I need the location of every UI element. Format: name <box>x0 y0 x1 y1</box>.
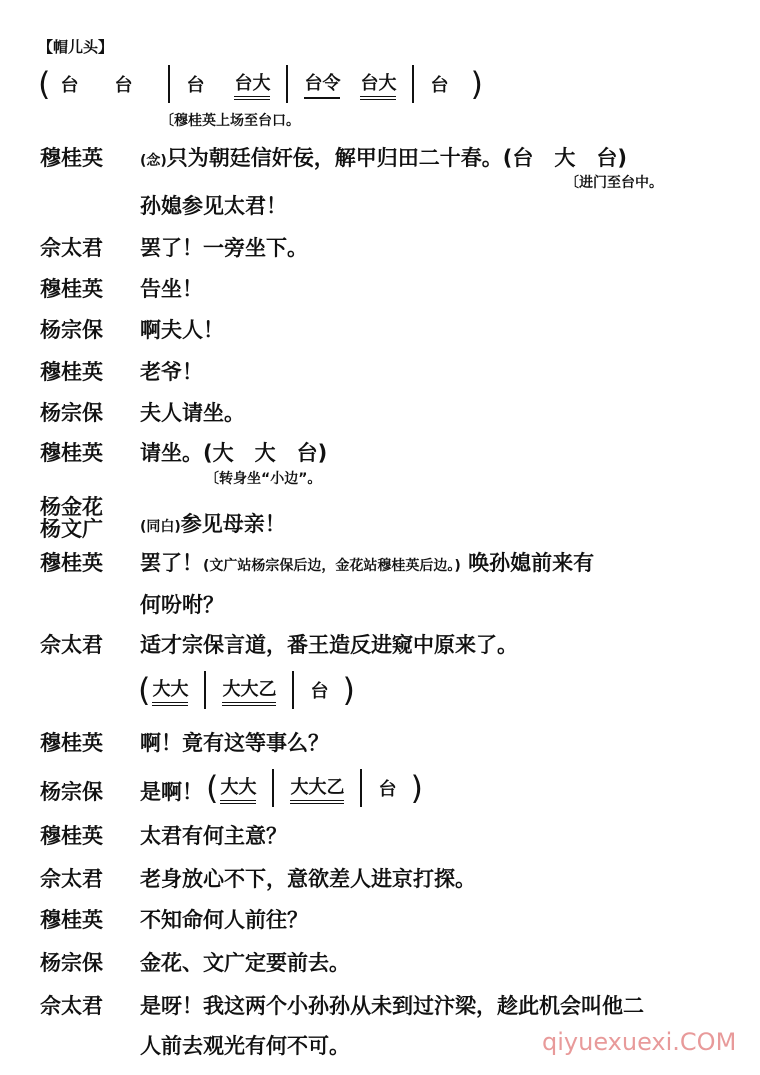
perc-note: 台 <box>430 75 449 96</box>
perc-note: 台 <box>186 75 205 96</box>
dialogue: 何吩咐？ <box>140 593 224 617</box>
stage-direction: 〔进门至台中。 <box>565 175 663 191</box>
speaker: 佘太君 <box>40 236 103 260</box>
section-title: 【帽儿头】 <box>38 38 114 56</box>
paren-close: ) <box>470 65 483 103</box>
speaker: 佘太君 <box>40 633 103 657</box>
bar-line <box>412 65 414 103</box>
dialogue: 只为朝廷信奸佞，解甲归田二十春。(台 大 台) <box>166 146 627 170</box>
perc-note: 台 <box>310 681 329 702</box>
paren-open: ( <box>138 671 151 709</box>
speaker: 佘太君 <box>40 867 103 891</box>
paren-close: ) <box>410 769 423 807</box>
bar-line <box>168 65 170 103</box>
speaker: 杨金花 <box>40 495 103 519</box>
perc-note: 台大 <box>360 69 396 100</box>
dialogue: 罢了！ <box>140 551 203 575</box>
bar-line <box>360 769 362 807</box>
speaker: 穆桂英 <box>40 908 103 932</box>
percussion-row-2 <box>138 668 355 712</box>
dialogue: 老爷！ <box>140 360 203 384</box>
bar-line <box>292 671 294 709</box>
dialogue: 参见母亲！ <box>180 512 286 536</box>
perc-note: 大大 <box>220 773 256 804</box>
stage-direction: 〔转身坐“小边”。 <box>205 471 322 487</box>
speaker: 穆桂英 <box>40 551 103 575</box>
speaker: 杨宗保 <box>40 780 103 804</box>
paren-open: ( <box>206 769 219 807</box>
speaker: 佘太君 <box>40 994 103 1018</box>
dialogue: 啊！竟有这等事么？ <box>140 731 329 755</box>
percussion-row-1 <box>38 62 483 106</box>
dialogue: 告坐！ <box>140 277 203 301</box>
dialogue: 老身放心不下，意欲差人进京打探。 <box>140 867 476 891</box>
speaker: 杨宗保 <box>40 401 103 425</box>
perc-note: 台 <box>378 779 397 800</box>
dialogue: 适才宗保言道，番王造反进窥中原来了。 <box>140 633 518 657</box>
stage-direction: 〔穆桂英上场至台口。 <box>160 113 300 129</box>
dialogue: 太君有何主意？ <box>140 824 287 848</box>
dialogue: 夫人请坐。 <box>140 401 245 425</box>
paren-close: ) <box>342 671 355 709</box>
speaker: 杨文广 <box>40 517 103 541</box>
perc-note: 台 <box>60 75 79 96</box>
dialogue: 是啊！ <box>140 780 203 804</box>
perc-note: 台大 <box>234 69 270 100</box>
tone-mark: (念) <box>140 153 167 169</box>
dialogue: 请坐。(大 大 台) <box>140 441 328 465</box>
dialogue: 是呀！我这两个小孙孙从未到过汴梁，趁此机会叫他二 <box>140 994 644 1018</box>
paren-open: ( <box>38 65 51 103</box>
speaker: 穆桂英 <box>40 360 103 384</box>
watermark: qiyuexuexi.COM <box>542 1028 737 1056</box>
speaker: 穆桂英 <box>40 824 103 848</box>
speaker: 穆桂英 <box>40 146 103 170</box>
perc-note: 台 <box>114 75 133 96</box>
dialogue: 人前去观光有何不可。 <box>140 1034 350 1058</box>
perc-note: 大大 <box>152 675 188 706</box>
bar-line <box>286 65 288 103</box>
dialogue: 不知命何人前往？ <box>140 908 308 932</box>
dialogue: 啊夫人！ <box>140 318 224 342</box>
speaker: 穆桂英 <box>40 441 103 465</box>
perc-note: 大大乙 <box>290 773 344 804</box>
stage-direction: (文广站杨宗保后边，金花站穆桂英后边。) <box>203 558 461 574</box>
bar-line <box>272 769 274 807</box>
speaker: 穆桂英 <box>40 731 103 755</box>
perc-note: 大大乙 <box>222 675 276 706</box>
perc-note: 台令 <box>304 69 340 99</box>
dialogue: 罢了！一旁坐下。 <box>140 236 308 260</box>
dialogue: 孙媳参见太君！ <box>140 194 287 218</box>
dialogue: 金花、文广定要前去。 <box>140 951 350 975</box>
speaker: 穆桂英 <box>40 277 103 301</box>
speaker: 杨宗保 <box>40 951 103 975</box>
tone-mark: (同白) <box>140 519 181 535</box>
dialogue: 唤孙媳前来有 <box>468 551 595 575</box>
speaker: 杨宗保 <box>40 318 103 342</box>
bar-line <box>204 671 206 709</box>
percussion-row-3 <box>206 766 423 810</box>
